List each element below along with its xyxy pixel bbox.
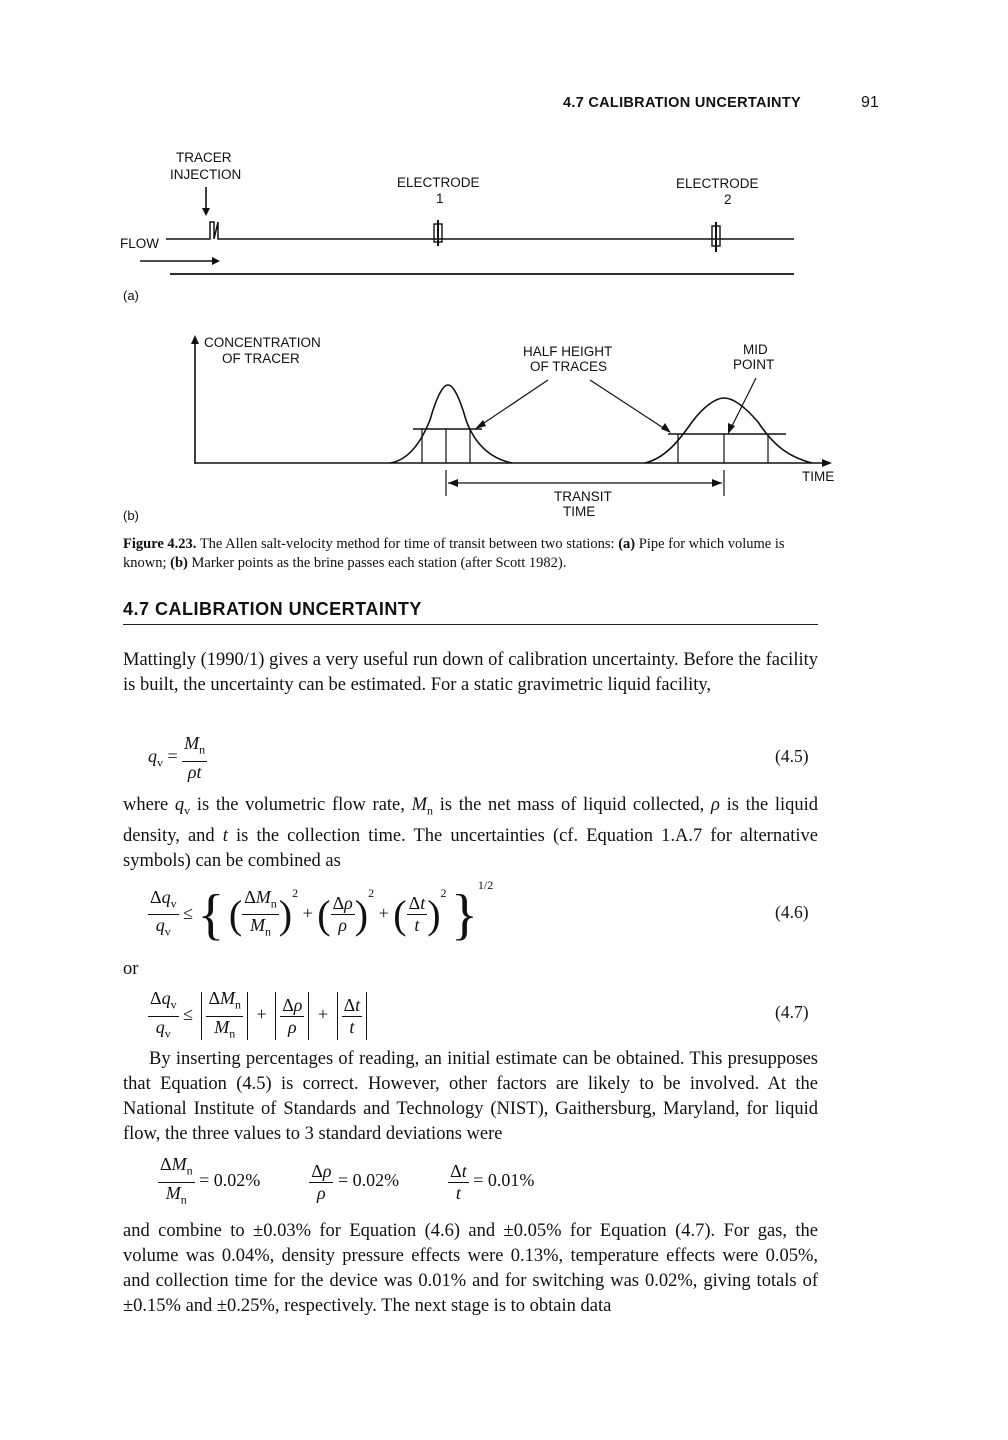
half-height-pointer-2 <box>590 380 668 431</box>
or-text: or <box>123 959 139 979</box>
electrode2-label: ELECTRODE <box>676 176 759 191</box>
equation-4-7-number: (4.7) <box>775 1002 809 1022</box>
figure-b-trace-diagram <box>100 330 860 530</box>
flow-label: FLOW <box>120 236 159 251</box>
section-rule <box>123 624 818 625</box>
page-number: 91 <box>861 94 879 111</box>
pipe-top-wall <box>166 222 794 239</box>
figure-a-pipe-diagram <box>100 140 860 310</box>
injection-arrowhead <box>202 208 210 216</box>
mid-point-label-2: POINT <box>733 357 775 372</box>
mid-point-pointer <box>730 378 756 430</box>
equation-4-6: $\frac{\Delta q_v}{q_v}$ ≤ { ( $\frac{\Delta M_n}{M_n}$ )$^2$ + ( $\frac{\Delta\rho}{\rho}$ )$^2$ + ( $\frac{\Delta t}{t}$ )$^2$ }$^{1/2}$ <box>150 878 494 946</box>
uncertainty-values: $\frac{\Delta M_n}{M_n}$ = 0.02% $\frac{\Delta\rho}{\rho}$ = 0.02% $\frac{\Delta t}{t}$ = 0.01% <box>160 1154 535 1207</box>
time-label: TIME <box>802 469 835 484</box>
paragraph-3: By inserting percentages of reading, an initial estimate can be obtained. This presupposes that Equation (4.5) is correct. However, other factors are likely to be involved. At the National Institute of Standards and Technology (NIST), Gaithersburg, Maryland, for liquid flow, the three values to 3 standard deviations were <box>123 1049 818 1144</box>
half-height-label-1: HALF HEIGHT <box>523 344 613 359</box>
paragraph-4: and combine to ±0.03% for Equation (4.6) and ±0.05% for Equation (4.7). For gas, the volume was 0.04%, density pressure effects were 0.13%, temperature effects were 0.05%, and collection time for the device was 0.01% and for switching was 0.02%, giving totals of ±0.15% and ±0.25%, respectively. The next stage is to obtain data <box>123 1221 818 1316</box>
half-height-pointer-1 <box>478 380 548 427</box>
tracer-label-2: INJECTION <box>170 167 242 182</box>
half-height-label-2: OF TRACES <box>530 359 608 374</box>
figure-a-label: (a) <box>123 288 139 303</box>
transit-label-1: TRANSIT <box>554 489 612 504</box>
caption-label: Figure 4.23. <box>123 536 197 552</box>
electrode2-num: 2 <box>724 192 732 207</box>
trace-1 <box>390 385 512 463</box>
concentration-label-2: OF TRACER <box>222 351 300 366</box>
equation-4-5: $q_v$ = $\frac{M_n}{\rho t}$ <box>148 733 206 782</box>
figure-b-label: (b) <box>123 508 139 523</box>
mid-point-label-1: MID <box>743 342 768 357</box>
concentration-label-1: CONCENTRATION <box>204 335 321 350</box>
paragraph-2: where $q_v$ is the volumetric flow rate, $M_n$ is the net mass of liquid collected, ρ is the liquid density, and t is the collection time. The uncertainties (cf. Equation 1.A.7 for alternative symbols) can be combined as <box>123 795 819 871</box>
equation-4-6-number: (4.6) <box>775 902 809 922</box>
running-title: 4.7 CALIBRATION UNCERTAINTY <box>563 95 801 111</box>
power-half: 1/2 <box>477 878 494 892</box>
figure-caption: Figure 4.23. The Allen salt-velocity method for time of transit between two stations: (a) Pipe for which volume is known; (b) Marker points as the brine passes each station (after Scott 1982). <box>123 536 785 571</box>
electrode1-num: 1 <box>436 191 444 206</box>
section-title: 4.7 CALIBRATION UNCERTAINTY <box>123 599 422 619</box>
transit-label-2: TIME <box>563 504 596 519</box>
electrode1-label: ELECTRODE <box>397 175 480 190</box>
tracer-label-1: TRACER <box>176 150 232 165</box>
equation-4-7: $\frac{\Delta q_v}{q_v}$ ≤ $\frac{\Delta M_n}{M_n}$ + $\frac{\Delta\rho}{\rho}$ + $\frac{\Delta t}{t}$ <box>148 988 371 1044</box>
equation-4-5-number: (4.5) <box>775 746 809 766</box>
paragraph-1: Mattingly (1990/1) gives a very useful run down of calibration uncertainty. Before the facility is built, the uncertainty can be estimated. For a static gravimetric liquid facility, <box>123 650 818 695</box>
